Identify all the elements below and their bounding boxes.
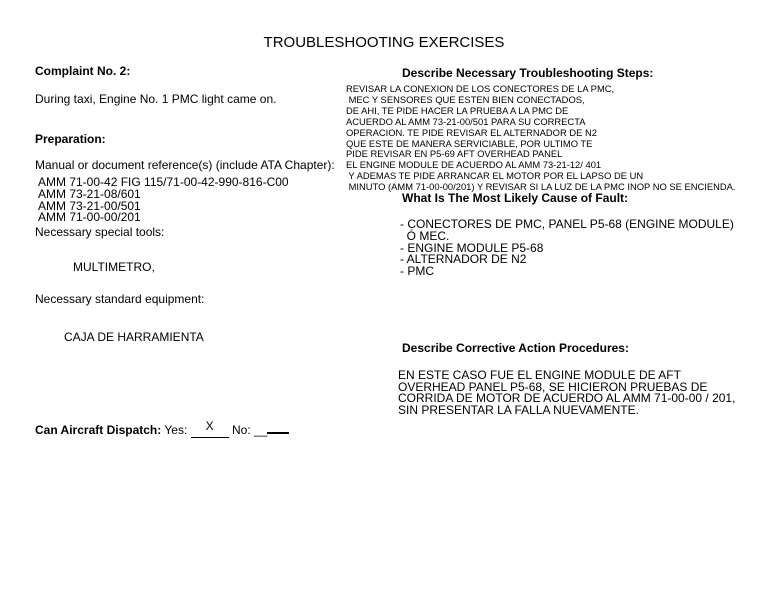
steps-line: REVISAR LA CONEXION DE LOS CONECTORES DE LA PMC, xyxy=(346,83,615,94)
cause-item: Ó MEC. xyxy=(400,228,450,243)
corrective-line: EN ESTE CASO FUE EL ENGINE MODULE DE AFT xyxy=(398,368,681,382)
cause-item: - CONECTORES DE PMC, PANEL P5-68 (ENGINE MODULE) xyxy=(400,217,734,231)
cause-item: - ENGINE MODULE P5-68 xyxy=(400,240,544,255)
reference-list xyxy=(38,177,289,224)
complaint-label: Complaint No. 2: xyxy=(35,64,131,78)
corrective-label: Describe Corrective Action Procedures: xyxy=(402,341,629,355)
steps-line: EL ENGINE MODULE DE ACUERDO AL AMM 73-21-12/ 401 xyxy=(346,159,602,171)
steps-line: MEC Y SENSORES QUE ESTEN BIEN CONECTADOS, xyxy=(346,93,585,105)
cause-item: - ALTERNADOR DE N2 xyxy=(400,252,527,267)
corrective-line: OVERHEAD PANEL P5-68, SE HICIERON PRUEBAS DE xyxy=(398,379,708,394)
cause-item: - PMC xyxy=(400,264,434,279)
steps-line: ACUERDO AL AMM 73-21-00/501 PARA SU CORRECTA xyxy=(346,115,586,127)
steps-line: OPERACION. TE PIDE REVISAR EL ALTERNADOR DE N2 xyxy=(346,126,597,138)
standard-equipment-label: Necessary standard equipment: xyxy=(35,292,205,306)
reference-item: AMM 71-00-42 FIG 115/71-00-42-990-816-C00 xyxy=(38,175,289,189)
corrective-line: CORRIDA DE MOTOR DE ACUERDO AL AMM 71-00-00 / 201, xyxy=(398,391,736,405)
complaint-text: During taxi, Engine No. 1 PMC light came on. xyxy=(35,92,277,106)
steps-text xyxy=(346,84,736,193)
corrective-text xyxy=(398,370,735,416)
steps-line: DE AHI, TE PIDE HACER LA PRUEBA A LA PMC DE xyxy=(346,104,569,116)
reference-item: AMM 73-21-00/501 xyxy=(38,198,141,213)
manual-label: Manual or document reference(s) (include ATA Chapter): xyxy=(35,158,335,172)
special-tools-label: Necessary special tools: xyxy=(35,225,165,239)
steps-line: Y ADEMAS TE PIDE ARRANCAR EL MOTOR POR EL LAPSO DE UN xyxy=(346,170,644,182)
yes-mark: X xyxy=(205,419,214,433)
no-field[interactable] xyxy=(267,432,289,434)
no-label: No: xyxy=(231,423,251,437)
page-title: TROUBLESHOOTING EXERCISES xyxy=(263,34,505,51)
steps-line: PIDE REVISAR EN P5-69 AFT OVERHEAD PANEL xyxy=(346,148,563,160)
yes-field[interactable] xyxy=(191,419,229,438)
yes-label: Yes: xyxy=(164,423,188,437)
reference-item: AMM 71-00-00/201 xyxy=(38,210,141,225)
dispatch-row xyxy=(35,419,289,438)
dispatch-label: Can Aircraft Dispatch: xyxy=(35,423,162,437)
preparation-label: Preparation: xyxy=(35,132,106,146)
standard-equipment-value: CAJA DE HARRAMIENTA xyxy=(64,330,204,344)
reference-item: AMM 73-21-08/601 xyxy=(38,186,141,201)
steps-label: Describe Necessary Troubleshooting Steps: xyxy=(402,66,654,80)
special-tools-value: MULTIMETRO, xyxy=(73,260,155,274)
no-prefix: __ xyxy=(254,423,268,437)
cause-label: What Is The Most Likely Cause of Fault: xyxy=(402,191,629,205)
steps-line: MINUTO (AMM 71-00-00/201) Y REVISAR SI LA LUZ DE LA PMC INOP NO SE ENCIENDA. xyxy=(346,181,736,193)
corrective-line: SIN PRESENTAR LA FALLA NUEVAMENTE. xyxy=(398,402,639,417)
steps-line: QUE ESTE DE MANERA SERVICIABLE, POR ULTIMO TE xyxy=(346,137,593,149)
cause-list xyxy=(400,219,734,278)
